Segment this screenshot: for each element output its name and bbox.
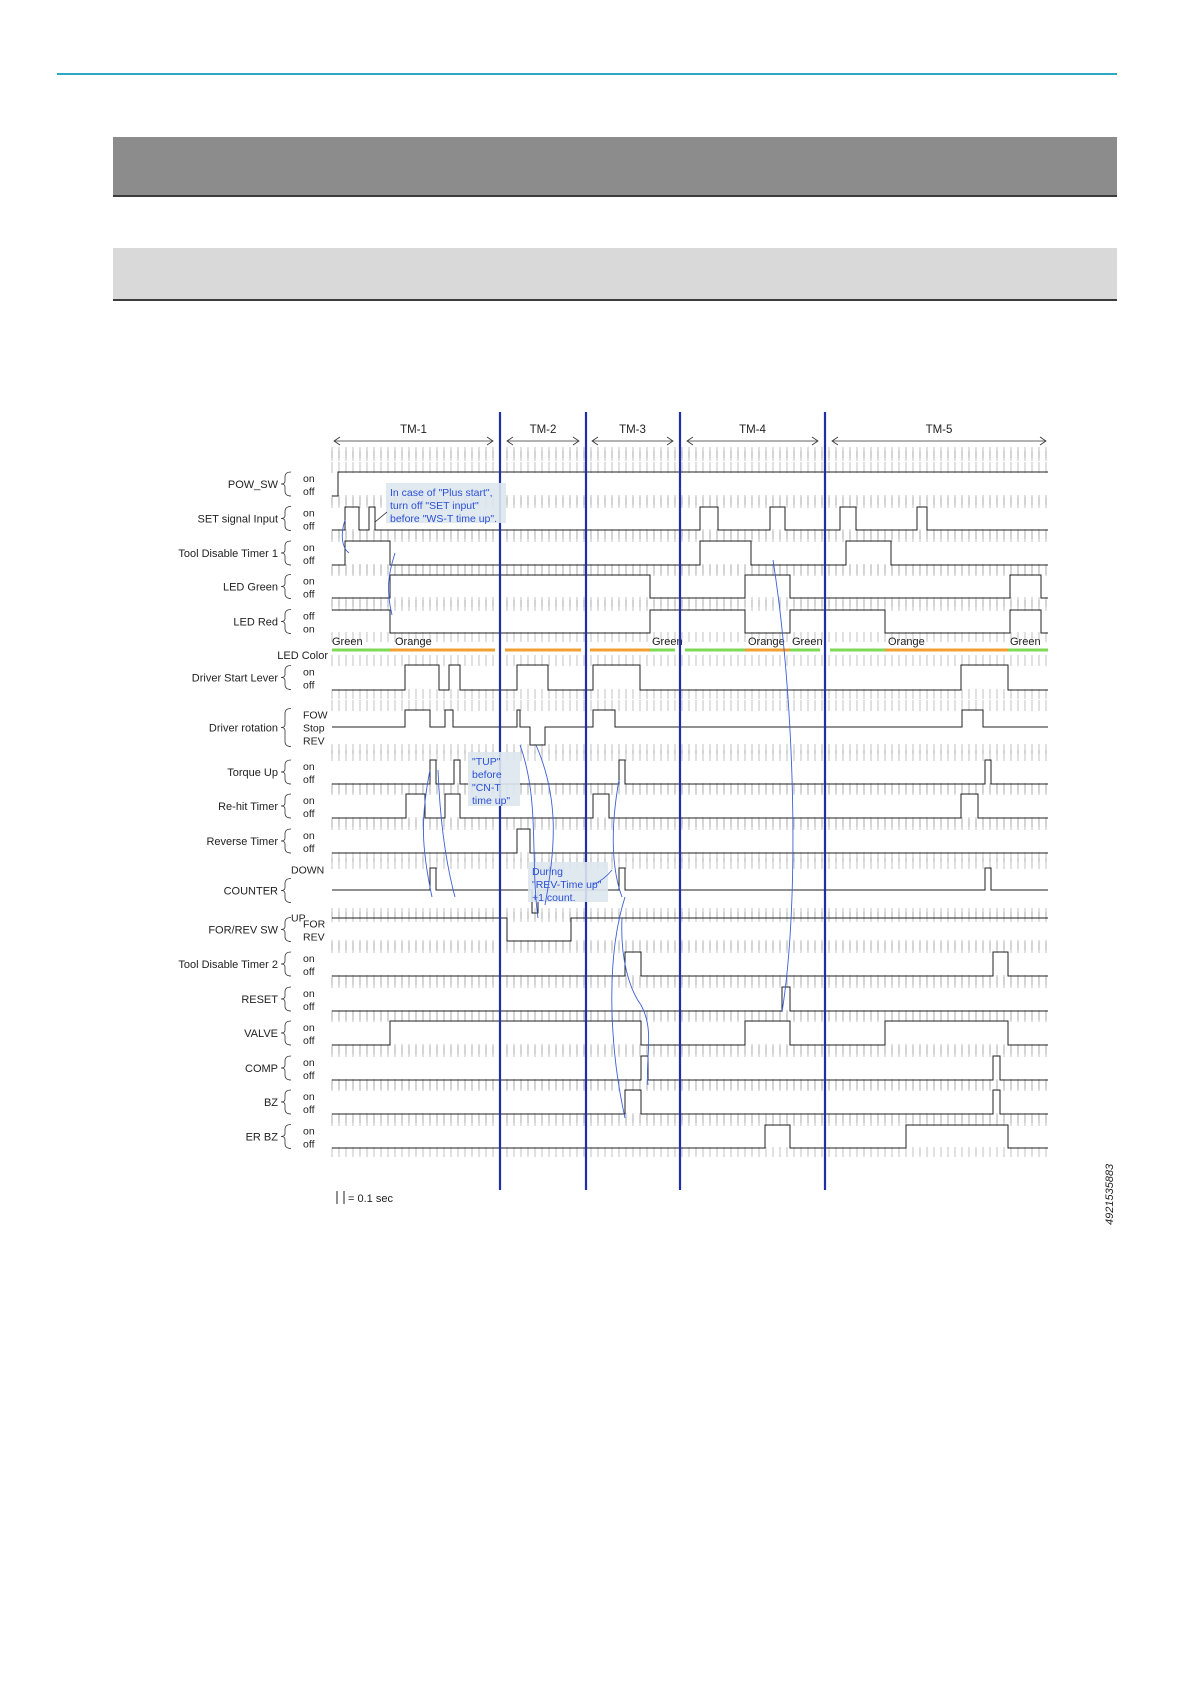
state-label: on bbox=[303, 623, 315, 636]
state-brace bbox=[281, 507, 291, 531]
waveform-14 bbox=[332, 987, 1048, 1011]
state-label: REV bbox=[303, 931, 325, 944]
state-label: off bbox=[303, 1035, 315, 1047]
connector-curve bbox=[423, 770, 432, 897]
state-brace bbox=[281, 1056, 291, 1080]
state-label: DOWN bbox=[291, 864, 325, 877]
signal-label: Driver rotation bbox=[208, 722, 278, 735]
state-brace bbox=[281, 610, 291, 634]
phase-label: TM-5 bbox=[925, 424, 953, 436]
state-brace bbox=[281, 1021, 291, 1045]
led-color-label: Green bbox=[652, 636, 683, 648]
phase-label: TM-2 bbox=[529, 424, 557, 436]
state-label: on bbox=[303, 507, 315, 520]
signal-labels bbox=[178, 472, 328, 1151]
document-id: 4921535883 bbox=[1104, 1163, 1116, 1225]
state-label: on bbox=[303, 830, 315, 842]
signal-label: BZ bbox=[263, 1097, 278, 1109]
state-brace bbox=[281, 709, 291, 747]
waveform-11 bbox=[332, 868, 1048, 913]
state-label: FOR bbox=[303, 918, 326, 931]
annotation-text: "TUP" bbox=[472, 756, 501, 768]
state-label: on bbox=[303, 988, 315, 1000]
waveform-7 bbox=[332, 710, 1048, 745]
state-label: on bbox=[303, 473, 315, 485]
waveform-15 bbox=[332, 1021, 1048, 1045]
state-label: on bbox=[303, 575, 315, 588]
annotation-text: "CN-T bbox=[472, 782, 501, 794]
signal-label: LED Color bbox=[277, 650, 328, 662]
signal-label: VALVE bbox=[244, 1028, 278, 1040]
state-label: off bbox=[303, 588, 315, 601]
led-color-label: Orange bbox=[888, 636, 925, 648]
signal-label: Torque Up bbox=[227, 767, 278, 779]
state-brace bbox=[281, 541, 291, 565]
phase-headers bbox=[334, 424, 1046, 445]
led-color-label: Green bbox=[1010, 636, 1041, 648]
state-label: on bbox=[303, 1125, 315, 1138]
state-label: off bbox=[303, 966, 315, 978]
state-label: FOW bbox=[303, 709, 328, 722]
waveform-13 bbox=[332, 952, 1048, 976]
arrow-icon bbox=[375, 512, 387, 522]
waveform-12 bbox=[332, 918, 1048, 941]
connector-curve bbox=[342, 520, 349, 553]
led-color-label: Orange bbox=[748, 636, 785, 648]
signal-label: LED Green bbox=[222, 581, 278, 594]
legend-text: = 0.1 sec bbox=[348, 1193, 393, 1205]
phase-label: TM-4 bbox=[739, 424, 766, 436]
state-brace bbox=[281, 918, 291, 942]
state-label: off bbox=[303, 520, 315, 533]
state-brace bbox=[281, 987, 291, 1011]
state-brace bbox=[281, 666, 291, 690]
waveform-10 bbox=[332, 829, 1048, 853]
annotation-text: before bbox=[472, 769, 502, 781]
misc bbox=[337, 1163, 1116, 1225]
state-label: off bbox=[303, 555, 315, 567]
waveform-3 bbox=[332, 575, 1048, 598]
annotation-text: time up" bbox=[472, 795, 511, 807]
state-label: off bbox=[303, 1138, 315, 1151]
state-label: on bbox=[303, 542, 315, 554]
annotation-text: turn off "SET input" bbox=[390, 500, 479, 512]
state-label: on bbox=[303, 1057, 315, 1069]
signal-label: Re-hit Timer bbox=[218, 801, 278, 813]
waveforms bbox=[332, 472, 1048, 1148]
annotation-text: In case of "Plus start", bbox=[390, 487, 493, 499]
state-brace bbox=[281, 879, 291, 903]
waveform-8 bbox=[332, 760, 1048, 784]
state-label: on bbox=[303, 1091, 315, 1103]
state-brace bbox=[281, 760, 291, 784]
state-brace bbox=[281, 952, 291, 976]
led-color-label: Green bbox=[792, 636, 823, 648]
led-color-label: Orange bbox=[395, 636, 432, 648]
annotation-text: +1 count. bbox=[532, 892, 576, 904]
led-color-label: Green bbox=[332, 636, 363, 648]
state-label: UP bbox=[291, 912, 306, 925]
connector-curve bbox=[612, 897, 625, 1118]
state-brace bbox=[281, 829, 291, 853]
state-label: on bbox=[303, 795, 315, 807]
state-label: REV bbox=[303, 735, 325, 748]
state-brace bbox=[281, 575, 291, 599]
state-brace bbox=[281, 1090, 291, 1114]
state-label: off bbox=[303, 808, 315, 820]
annotation-text: before "WS-T time up". bbox=[390, 513, 498, 525]
signal-label: RESET bbox=[241, 994, 278, 1006]
signal-label: Tool Disable Timer 1 bbox=[178, 548, 278, 560]
annotation-text: "REV-Time up" bbox=[532, 879, 602, 891]
connector-curve bbox=[613, 780, 622, 897]
waveform-6 bbox=[332, 665, 1048, 690]
connector-curve bbox=[388, 553, 395, 615]
annotations bbox=[342, 483, 793, 1118]
signal-label: FOR/REV SW bbox=[208, 924, 278, 937]
state-label: off bbox=[303, 843, 315, 855]
state-brace bbox=[281, 472, 291, 496]
signal-label: COUNTER bbox=[223, 885, 278, 898]
annotation-text: During bbox=[532, 866, 563, 878]
signal-label: Reverse Timer bbox=[206, 836, 278, 848]
signal-label: SET signal Input bbox=[197, 513, 278, 526]
connector-curve bbox=[622, 918, 641, 1005]
phase-dividers bbox=[500, 412, 825, 1190]
state-label: on bbox=[303, 1022, 315, 1034]
state-label: off bbox=[303, 1070, 315, 1082]
phase-label: TM-1 bbox=[400, 424, 427, 436]
signal-label: Driver Start Lever bbox=[191, 672, 278, 685]
state-label: on bbox=[303, 761, 315, 773]
waveform-18 bbox=[332, 1125, 1048, 1148]
signal-label: Tool Disable Timer 2 bbox=[178, 959, 278, 971]
state-label: off bbox=[303, 1104, 315, 1116]
waveform-2 bbox=[332, 541, 1048, 565]
tick-grid bbox=[332, 447, 1046, 1157]
waveform-17 bbox=[332, 1090, 1048, 1114]
phase-label: TM-3 bbox=[619, 424, 646, 436]
waveform-16 bbox=[332, 1056, 1048, 1080]
state-label: off bbox=[303, 679, 315, 692]
state-label: off bbox=[303, 486, 315, 498]
led-color-bar bbox=[332, 636, 1048, 650]
signal-label: ER BZ bbox=[245, 1131, 278, 1144]
state-label: Stop bbox=[303, 722, 325, 735]
signal-label: LED Red bbox=[233, 616, 278, 629]
signal-label: COMP bbox=[245, 1063, 278, 1075]
state-label: on bbox=[303, 953, 315, 965]
connector-curve bbox=[438, 770, 455, 897]
state-label: off bbox=[303, 1001, 315, 1013]
state-label: off bbox=[303, 774, 315, 786]
state-label: off bbox=[303, 610, 315, 623]
signal-label: POW_SW bbox=[227, 479, 278, 491]
waveform-4 bbox=[332, 610, 1048, 633]
state-brace bbox=[281, 1125, 291, 1149]
state-brace bbox=[281, 794, 291, 818]
state-label: on bbox=[303, 666, 315, 679]
